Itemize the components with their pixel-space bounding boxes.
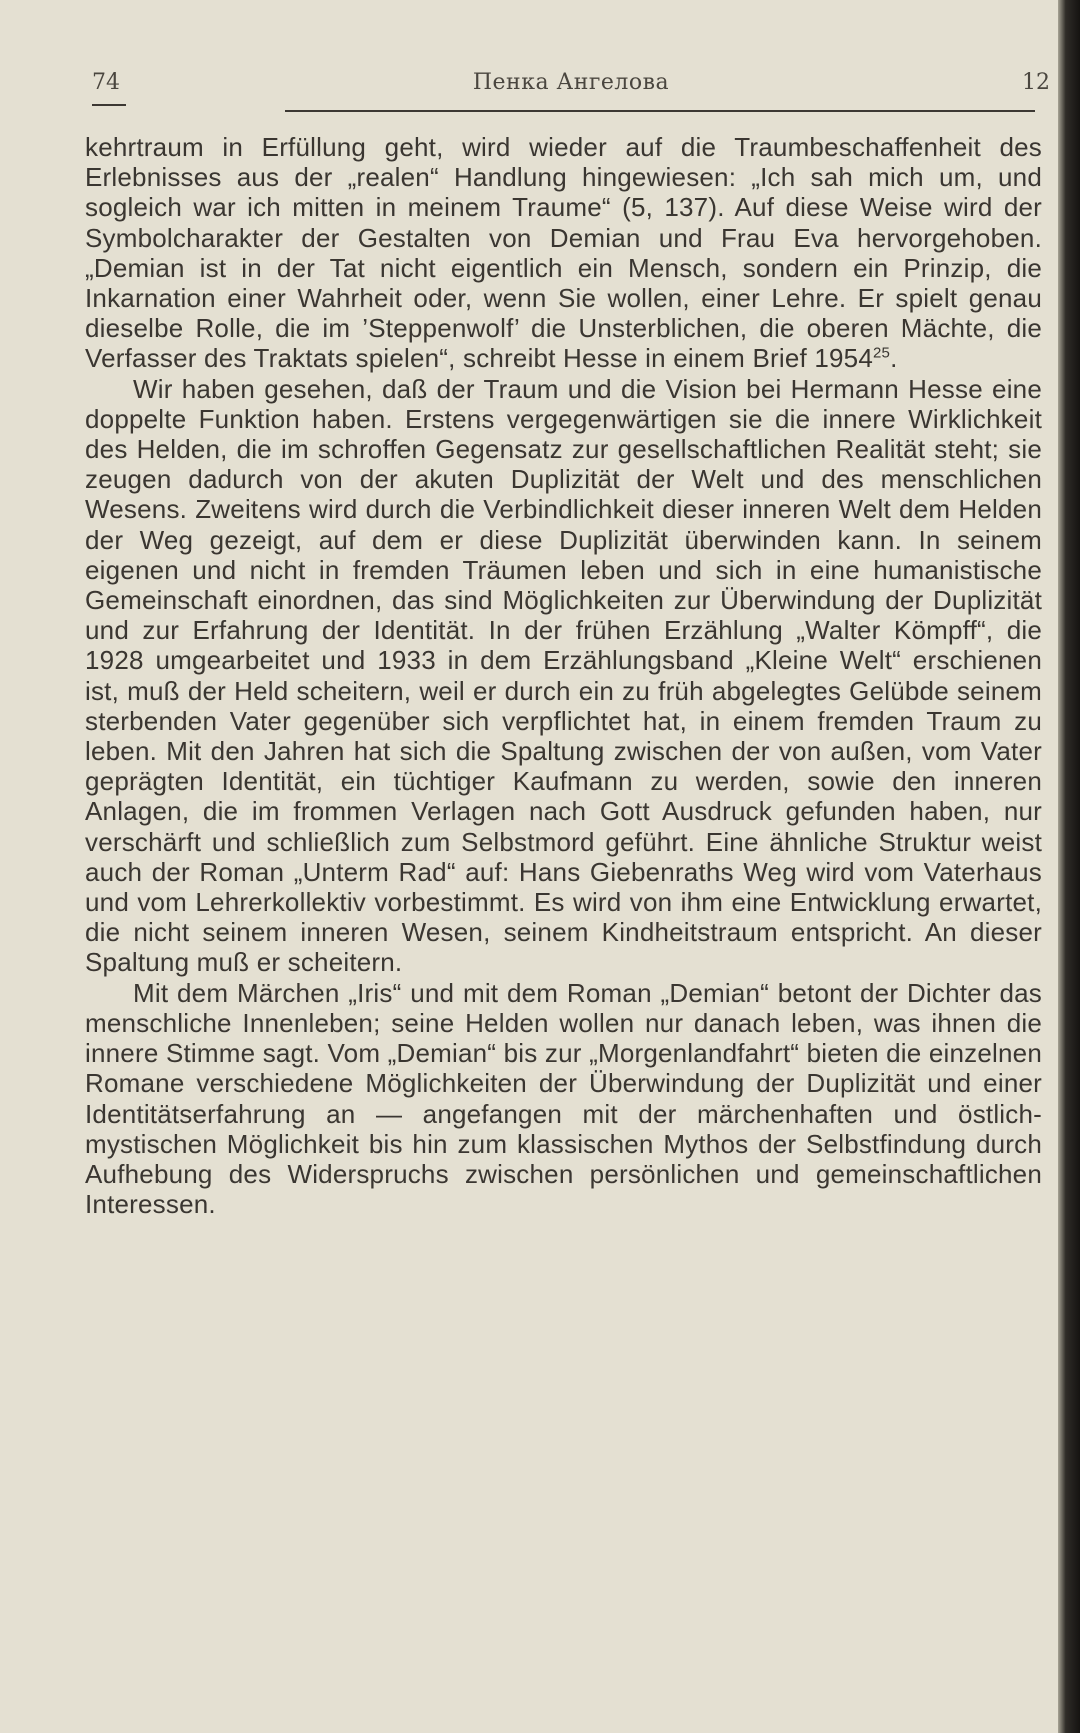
header-rule-long	[285, 110, 1035, 112]
footnote-reference: 25	[873, 344, 891, 362]
paragraph-1-text: kehrtraum in Erfüllung geht, wird wieder auf die Traumbeschaffenheit des Erlebnisses aus der „realen“ Handlung hingewiesen: „Ich sah mich um, und sogleich war ich mitten in meinem Traume“ (5, 137). Auf diese Weise wird der Symbolcharakter der Gestalten von Demian und Frau Eva hervorgehoben. „Demian ist in der Tat nicht eigentlich ein Mensch, sondern ein Prinzip, die Inkarnation einer Wahrheit oder, wenn Sie wollen, einer Lehre. Er spielt genau dieselbe Rolle, die im ’Steppenwolf’ die Unsterblichen, die oberen Mächte, die Verfasser des Traktats spielen“, schreibt Hesse in einem Brief 1954	[85, 132, 1042, 374]
paragraph-3: Mit dem Märchen „Iris“ und mit dem Roman „Demian“ betont der Dichter das menschliche Innenleben; seine Helden wollen nur danach leben, was ihnen die innere Stimme sagt. Vom „Demian“ bis zur „Morgenlandfahrt“ bieten die einzelnen Romane verschiedene Möglichkeiten der Überwindung der Duplizität und einer Identitätserfahrung an — angefangen mit der märchenhaften und östlich-mystischen Möglichkeit bis hin zum klassischen Mythos der Selbstfindung durch Aufhebung des Widerspruchs zwischen persönlichen und gemeinschaftlichen Interessen.	[85, 977, 1042, 1220]
paragraph-2: Wir haben gesehen, daß der Traum und die Vision bei Hermann Hesse eine doppelte Funktion haben. Erstens vergegenwärtigen sie die innere Wirklichkeit des Helden, die im schroffen Gegensatz zur gesellschaftlichen Realität steht; sie zeugen dadurch von der akuten Duplizität der Welt und des menschlichen Wesens. Zweitens wird durch die Verbindlichkeit dieser inneren Welt dem Helden der Weg gezeigt, auf dem er diese Duplizität überwinden kann. In seinem eigenen und nicht in fremden Träumen leben und sich in eine humanistische Gemeinschaft einordnen, das sind Möglichkeiten zur Überwindung der Duplizität und zur Erfahrung der Identität. In der frühen Erzählung „Walter Kömpff“, die 1928 umgearbeitet und 1933 in dem Erzählungsband „Kleine Welt“ erschienen ist, muß der Held scheitern, weil er durch ein zu früh abgelegtes Gelübde seinem sterbenden Vater gegenüber sich verpflichtet hat, in einem fremden Traum zu leben. Mit den Jahren hat sich die Spaltung zwischen der von außen, vom Vater geprägten Identität, ein tüchtiger Kaufmann zu werden, sowie den inneren Anlagen, die im frommen Verlagen nach Gott Ausdruck gefunden haben, nur verschärft und schließlich zum Selbstmord geführt. Eine ähnliche Struktur weist auch der Roman „Unterm Rad“ auf: Hans Giebenraths Weg wird vom Vaterhaus und vom Lehrerkollektiv vorbestimmt. Es wird von ihm eine Entwicklung erwartet, die nicht seinem inneren Wesen, seinem Kindheitstraum entspricht. An dieser Spaltung muß er scheitern.	[85, 373, 1042, 978]
paragraph-1-end: .	[890, 343, 898, 374]
header-rule-short	[92, 104, 126, 106]
page-edge-shadow	[1058, 0, 1080, 1733]
page-header	[92, 70, 1050, 104]
side-mark: 12	[1022, 70, 1050, 95]
body-text	[85, 132, 1042, 1219]
page-number: 74	[92, 70, 120, 95]
paragraph-1	[85, 132, 1042, 374]
running-title: Пенка Ангелова	[472, 70, 670, 95]
